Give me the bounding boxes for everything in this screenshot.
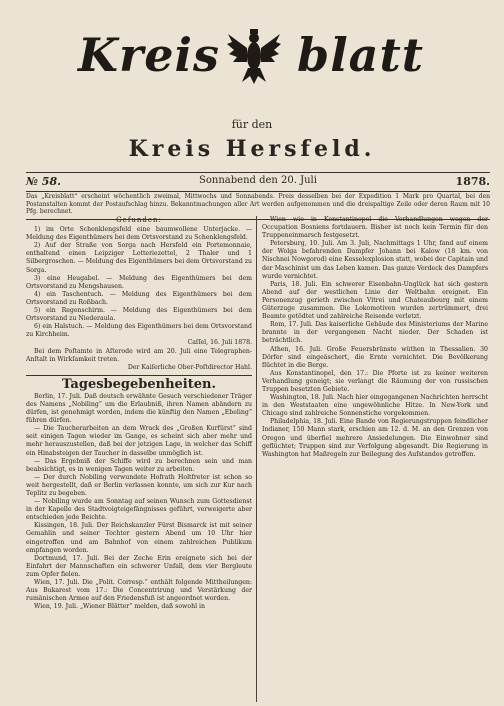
news-item: Athen, 16. Juli. Große Feuersbrünste wüthen in Thessalien. 30 Dörfer sind eingeäschert, die Ernte vernichtet. Die Bevölkerung flüchtet in die Berge. xyxy=(262,345,488,369)
column-divider xyxy=(256,216,257,702)
signature: Der Kaiſerliche Ober-Poſtdirector Hahl. xyxy=(127,363,252,371)
found-item: 3) eine Heugabel. — Meldung des Eigenthümers bei dem Ortsvorstand zu Mengshausen. xyxy=(26,274,252,290)
signoff: Caſſel, 16. Juli 1878. xyxy=(187,339,252,347)
news-item: — Das Ergebniß der Schiffe wird zu berechnen sein und man beabsichtigt, es in wenigen Tagen weiter zu arbeiten. xyxy=(26,457,252,473)
news-item: — Der durch Nobiling verwundete Hofrath Holtfreter ist schon so weit hergestellt, daß er Berlin verlassen konnte, um sich zur Kur nach Teplitz zu begeben. xyxy=(26,473,252,497)
found-heading: Gefunden: xyxy=(116,216,162,224)
news-item: Wien, 17. Juli. Die „Polit. Corresp.“ enthält folgende Mittheilungen: Aus Bukarest vom 17.: Die Concentrirung und Verstärkung der rumänischen Armee auf den Friedensfuß ist angeordnet worden. xyxy=(26,579,252,603)
found-item: 1) im Orte Schenklengsfeld eine baumwollene Unterjacke. — Meldung des Eigenthümers bei dem Ortsvorstand zu Schenklengsfeld. xyxy=(26,226,252,242)
divider xyxy=(26,375,252,376)
district-name: Kreis Hersfeld. xyxy=(128,136,376,162)
title-right: blatt xyxy=(297,28,424,82)
news-item: Berlin, 17. Juli. Daß deutsch erwähnte Gesuch verschiedener Träger des Namens „Nobiling“ um die Erlaubniß, ihren Namen abändern zu dürfen, ist genehmigt worden, indem die künftig den Namen „Ebeling“ führen dürfen. xyxy=(26,392,252,425)
subscription-notice: Das „Kreisblatt“ erscheint wöchentlich zweimal, Mittwochs und Sonnabends. Preis desselben bei der Expedition 1 Mark pro Quartal, bei den Postanstalten kommt der Postaufschlag hinzu. Bekanntmachungen aller Art werden aufgenommen und die dreispaltige Zeile oder deren Raum mit 10 Pfg. berechnet. xyxy=(26,193,490,220)
newspaper-title xyxy=(60,22,444,92)
found-item: 2) Auf der Straße von Sorga nach Hersfeld ein Portemonnaie, enthaltend einen Leipziger Lotteriezettel, 2 Thaler und 1 Silbergroschen. — Meldung des Eigenthümers bei dem Ortsvorstand zu Sorga. xyxy=(26,242,252,274)
issue-year: 1878. xyxy=(455,175,490,188)
post-notice: Bei dem Poſtamte in Aſterode wird am 20. Juli eine Telegraphen-Anſtalt in Wirkſamkeit treten. xyxy=(26,347,252,363)
news-item: Petersburg, 10. Juli. Am 3. Juli, Nachmittags 1 Uhr, fand auf einem der Wolga befahrenden Dampfer Johann bei Kalow (18 km. von Nischnei Nowgorod) eine Kesselexplosion statt, wobei der Capitain und der Maschinist um das Leben kamen. Das ganze Verdeck des Dampfers wurde vernichtet. xyxy=(262,240,488,280)
news-item: Aus Konstantinopel, den 17.: Die Pforte ist zu keiner weiteren Verhandlung geneigt; sie verlangt die Räumung der von russischen Truppen besetzten Gebiete. xyxy=(262,369,488,393)
left-column xyxy=(26,216,252,611)
news-item: Kissingen, 18. Juli. Der Reichskanzler Fürst Bismarck ist mit seiner Gemahlin und seiner Tochter gestern Abend um 10 Uhr hier eingetroffen und am Bahnhof von einem zahlreichen Publikum empfangen worden. xyxy=(26,522,252,554)
news-item: Washington, 18. Juli. Nach hier eingegangenen Nachrichten herrscht in den Weststaaten eine ungewöhnliche Hitze. In New-York und Chicago sind zahlreiche Sonnenstiche vorgekommen. xyxy=(262,394,488,418)
news-item: Dortmund, 17. Juli. Bei der Zeche Erin ereignete sich bei der Einfahrt der Mannschaften ein schwerer Unfall, dem vier Bergleute zum Opfer fielen. xyxy=(26,554,252,578)
right-column xyxy=(262,216,488,459)
news-item: Wien wie in Konstantinopel die Verhandlungen wegen der Occupation Bosniens fortdauern. Bisher ist noch kein Termin für den Truppeneinmarsch festgesetzt. xyxy=(262,216,488,240)
news-item: Philadelphia, 18. Juli. Eine Bande von Regierungstruppen feindlicher Indianer, 150 Mann stark, erschien am 12. d. M. an den Grenzen von Oregon und überfiel mehrere Ansiedelungen. Die Einwohner sind geflüchtet; Truppen sind zur Verfolgung abgesandt. Die Regierung in Washington hat Maßregeln zur Beilegung des Aufstandes getroffen. xyxy=(262,418,488,458)
dateline xyxy=(26,172,490,192)
found-item: 5) ein Regenschirm. — Meldung des Eigenthümers bei dem Ortsvorstand zu Niederaula. xyxy=(26,307,252,323)
eagle-emblem-icon xyxy=(226,26,282,86)
news-item: Wien, 19. Juli. „Wiener Blätter“ melden, daß sowohl in xyxy=(34,603,205,611)
news-item: — Die Taucherarbeiten an dem Wrack des „Großen Kurfürst“ sind seit einigen Tagen wieder im Gange, es scheint sich aber mehr und mehr herauszustellen, daß bei der jetzigen Lage, in welcher das Schiff ein Hinabsteigen der Taucher in dasselbe unmöglich ist. xyxy=(26,425,252,457)
news-heading: Tagesbegebenheiten. xyxy=(62,376,216,392)
issue-date: Sonnabend den 20. Juli xyxy=(199,175,317,186)
found-item: 6) ein Halstuch. — Meldung des Eigenthümers bei dem Ortsvorstand zu Kirchheim. xyxy=(26,323,252,339)
title-left: Kreis xyxy=(78,28,220,82)
found-item: 4) ein Taschentuch. — Meldung des Eigenthümers bei dem Ortsvorstand zu Roßbach. xyxy=(26,290,252,306)
masthead xyxy=(0,0,504,175)
news-item: Rom, 17. Juli. Das kaiserliche Gebäude des Ministeriums der Marine brannte in der vergangenen Nacht nieder. Der Schaden ist beträchtlich. xyxy=(262,321,488,345)
issue-number: № 58. xyxy=(26,175,61,188)
news-item: — Nobiling wurde am Sonntag auf seinen Wunsch zum Gottesdienst in der Kapelle des Stadtvoigteigefängnisses geführt, verweigerte aber entschieden jede Beichte. xyxy=(26,498,252,522)
news-item: Paris, 18. Juli. Ein schwerer Eisenbahn-Unglück hat sich gestern Abend auf der westlichen Linie der Weltbahn ereignet. Ein Personenzug gerieth zwischen Vitrei und Chateaubourg mit einem Güterzuge zusammen. Die Lokomotiven wurden zertrümmert, drei Beamte getödtet und zahlreiche Reisende verletzt. xyxy=(262,280,488,321)
subtitle-fuer: für den xyxy=(231,118,273,131)
